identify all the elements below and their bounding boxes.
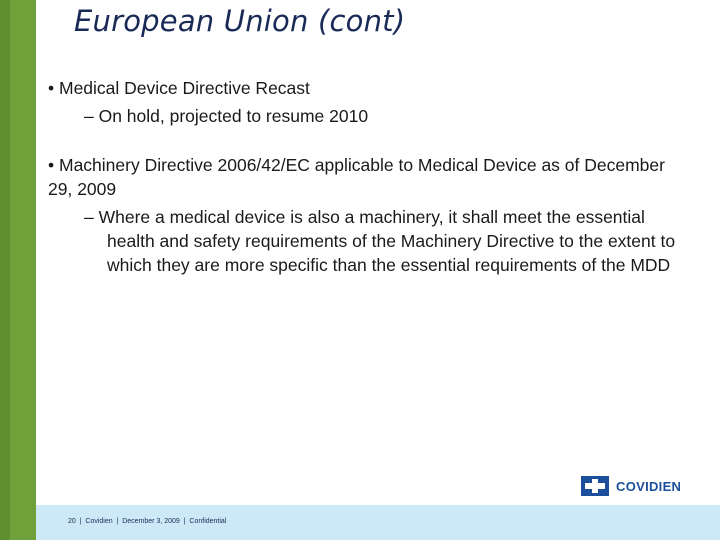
footer-band xyxy=(36,505,720,540)
slide-title: European Union (cont) xyxy=(74,4,406,38)
slide-content xyxy=(48,76,688,277)
bullet-1: • Medical Device Directive Recast xyxy=(48,78,310,98)
covidien-logo xyxy=(581,476,681,496)
sub-bullet-1: – On hold, projected to resume 2010 xyxy=(84,106,369,126)
bullet-2: • Machinery Directive 2006/42/EC applicable to Medical Device as of December 29, 2009 xyxy=(48,155,665,199)
logo-wordmark: COVIDIEN xyxy=(616,478,682,494)
left-accent-bar-edge xyxy=(0,0,10,540)
footer-text: 20 | Covidien | December 3, 2009 | Confidential xyxy=(68,518,227,525)
covidien-cross-icon xyxy=(581,476,609,496)
sub-bullet-2: – Where a medical device is also a machinery, it shall meet the essential health and safety requirements of the Machinery Directive to the extent to which they are more specific than the essential requirements of the MDD xyxy=(84,207,676,275)
left-accent-bar xyxy=(0,0,36,540)
